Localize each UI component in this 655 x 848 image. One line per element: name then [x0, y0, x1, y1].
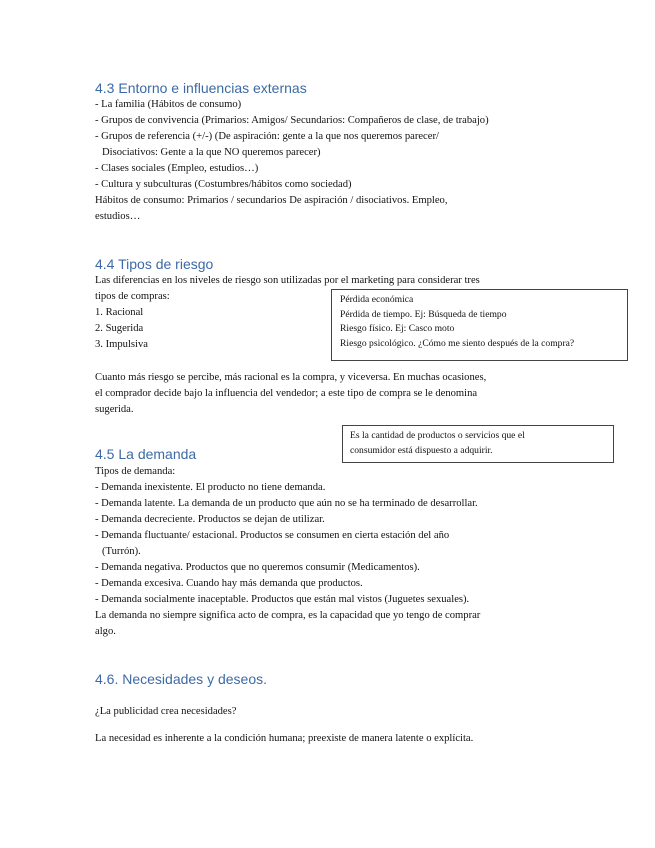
box-line: Pérdida de tiempo. Ej: Búsqueda de tiempo — [340, 308, 507, 320]
text-line: (Turrón). — [102, 546, 141, 557]
text-line: - La familia (Hábitos de consumo) — [95, 99, 242, 110]
text-line: - Grupos de referencia (+/-) (De aspiración: gente a la que nos queremos parecer/ — [95, 131, 439, 142]
section-4-5-body — [95, 464, 480, 640]
text-line: - Grupos de convivencia (Primarios: Amigos/ Secundarios: Compañeros de clase, de trabajo) — [95, 115, 489, 126]
text-line: - Clases sociales (Empleo, estudios…) — [95, 163, 259, 174]
text-line: - Demanda decreciente. Productos se dejan de utilizar. — [95, 514, 325, 525]
section-4-3-body — [95, 97, 489, 225]
text-line: - Demanda excesiva. Cuando hay más demanda que productos. — [95, 578, 363, 589]
text-line: Disociativos: Gente a la que NO queremos parecer) — [102, 147, 321, 158]
text-line: sugerida. — [95, 404, 134, 415]
text-line: - Demanda socialmente inaceptable. Productos que están mal vistos (Juguetes sexuales). — [95, 594, 470, 605]
section-4-4-paragraph — [95, 370, 486, 418]
box-line: Es la cantidad de productos o servicios que el — [350, 430, 525, 441]
text-line: - Demanda latente. La demanda de un producto que aún no se ha terminado de desarrollar. — [95, 498, 478, 509]
text-line: Las diferencias en los niveles de riesgo son utilizadas por el marketing para considerar tres — [95, 275, 480, 286]
list-item: 2. Sugerida — [95, 323, 144, 334]
risk-types-box — [331, 289, 628, 361]
list-item: 1. Racional — [95, 307, 144, 318]
box-line: Riesgo físico. Ej: Casco moto — [340, 323, 455, 334]
purchase-types-list — [95, 305, 148, 353]
section-4-4-title: 4.4 Tipos de riesgo — [95, 256, 214, 272]
text-line: Tipos de demanda: — [95, 466, 176, 477]
section-4-6-title: 4.6. Necesidades y deseos. — [95, 671, 267, 687]
text-line: Hábitos de consumo: Primarios / secundarios De aspiración / disociativos. Empleo, — [95, 195, 448, 206]
text-line: La demanda no siempre significa acto de compra, es la capacidad que yo tengo de comprar — [95, 610, 481, 621]
box-line: consumidor está dispuesto a adquirir. — [350, 444, 493, 456]
section-4-6-statement: La necesidad es inherente a la condición humana; preexiste de manera latente o explícita. — [95, 733, 474, 744]
list-item: 3. Impulsiva — [95, 339, 148, 350]
text-line: Cuanto más riesgo se percibe, más racional es la compra, y viceversa. En muchas ocasiones, — [95, 372, 487, 383]
demand-definition-box — [342, 425, 614, 463]
text-line: - Cultura y subculturas (Costumbres/hábitos como sociedad) — [95, 179, 352, 190]
text-line: estudios… — [95, 211, 141, 222]
text-line: algo. — [95, 626, 116, 637]
section-4-6-question: ¿La publicidad crea necesidades? — [95, 706, 237, 717]
box-line: Riesgo psicológico. ¿Cómo me siento después de la compra? — [340, 337, 575, 349]
text-line: - Demanda fluctuante/ estacional. Productos se consumen en cierta estación del año — [95, 530, 450, 541]
text-line: - Demanda negativa. Productos que no queremos consumir (Medicamentos). — [95, 562, 420, 573]
text-line: el comprador decide bajo la influencia del vendedor; a este tipo de compra se le denomina — [95, 388, 478, 399]
text-line: tipos de compras: — [95, 291, 170, 302]
text-line: - Demanda inexistente. El producto no tiene demanda. — [95, 482, 326, 493]
box-line: Pérdida económica — [340, 294, 414, 305]
section-4-3-title: 4.3 Entorno e influencias externas — [95, 80, 307, 96]
section-4-5-title: 4.5 La demanda — [95, 446, 197, 462]
